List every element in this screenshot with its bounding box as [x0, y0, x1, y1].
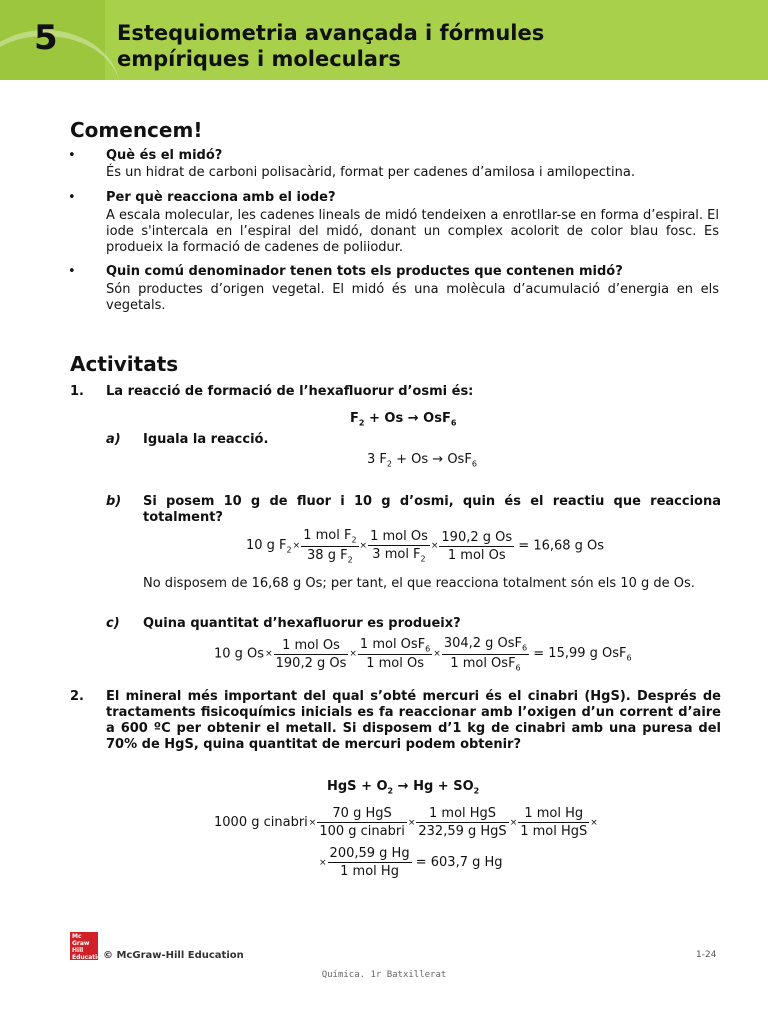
- fraction: [328, 846, 412, 879]
- times-icon: ×: [349, 649, 357, 660]
- subquestion-text: Si posem 10 g de fluor i 10 g d’osmi, quin és el reactiu que reacciona totalment?: [143, 494, 721, 525]
- activity-number: 2.: [70, 689, 84, 704]
- times-icon: ×: [509, 817, 518, 828]
- eq-sub: 6: [450, 418, 457, 428]
- subquestion-text: Iguala la reacció.: [143, 432, 269, 447]
- answer-note: No disposem de 16,68 g Os; per tant, el que reacciona totalment són els 10 g de Os.: [143, 576, 695, 591]
- numerator: [358, 637, 432, 656]
- subquestion-label: c): [106, 616, 120, 631]
- intro-question: Què és el midó?: [106, 148, 223, 163]
- eq-term: OsF: [418, 411, 451, 426]
- eq-term: OsF: [443, 452, 472, 467]
- denominator: [301, 547, 358, 565]
- chapter-title: [117, 20, 544, 72]
- activity-statement: El mineral més important del qual s’obté mercuri és el cinabri (HgS). Després de tractaments fisicoquímics inicials es fa reaccionar amb l’oxigen d’un corrent d’aire a 600 ºC per obtenir el metall. Si disposem d’1 kg de cinabri amb una puresa del 70% de HgS, quina quantitat de mercuri podem obtenir?: [106, 689, 721, 752]
- eq-term: F: [350, 411, 359, 426]
- calculation-2: [214, 806, 599, 839]
- times-icon: ×: [308, 817, 317, 828]
- calc-term: 15,99 g OsF: [548, 645, 627, 661]
- calc-term: 3 mol F: [372, 546, 421, 562]
- fraction: [274, 638, 349, 671]
- denominator: 232,59 g HgS: [418, 824, 507, 839]
- page-number: 1-24: [696, 950, 717, 960]
- calc-term: 1 mol OsF: [359, 636, 426, 652]
- numerator: 1 mol Os: [370, 528, 428, 544]
- calculation-b: [246, 528, 604, 564]
- chapter-number: 5: [34, 18, 58, 58]
- times-icon: ×: [265, 649, 273, 660]
- calc-term: 1 mol F: [303, 528, 352, 543]
- answer-equation: [367, 452, 477, 473]
- activity-statement: La reacció de formació de l’hexafluorur d’osmi és:: [106, 384, 474, 399]
- denominator: 1 mol HgS: [520, 824, 588, 839]
- times-icon: ×: [292, 541, 301, 552]
- subquestion-text: Quina quantitat d’hexafluorur es produeix?: [143, 616, 461, 631]
- denominator: [442, 655, 529, 673]
- fraction: [368, 529, 430, 564]
- chapter-header: [0, 0, 768, 80]
- times-icon: ×: [590, 817, 598, 828]
- equals-sign: =: [411, 855, 431, 870]
- eq-sub: 2: [387, 786, 394, 796]
- intro-question: Quin comú denominador tenen tots els productes que contenen midó?: [106, 264, 623, 279]
- calc-start: 10 g Os: [214, 646, 265, 662]
- activity-number: 1.: [70, 384, 84, 399]
- calculation-2-cont: [318, 846, 503, 879]
- calc-sub: 6: [515, 663, 521, 673]
- arrow-icon: →: [432, 452, 444, 467]
- calc-term: 304,2 g OsF: [443, 636, 523, 651]
- denominator: 1 mol Os: [447, 547, 506, 563]
- calc-sub: 2: [347, 555, 353, 565]
- chapter-title-line1: Estequiometria avançada i fórmules: [117, 21, 545, 45]
- calc-sub: 6: [522, 643, 528, 653]
- intro-item: [68, 148, 723, 182]
- numerator: [442, 636, 529, 655]
- denominator: 100 g cinabri: [319, 824, 405, 839]
- denominator: 190,2 g Os: [275, 655, 347, 671]
- calc-term: 10 g F: [246, 537, 287, 553]
- equals-sign: =: [514, 538, 534, 554]
- eq-sub: 2: [386, 459, 392, 469]
- intro-title: Comencem!: [70, 118, 203, 142]
- times-icon: ×: [433, 649, 441, 660]
- calculation-c: [214, 636, 632, 672]
- eq-term: + Os: [364, 411, 408, 426]
- fraction: [518, 806, 589, 839]
- eq-sub: 2: [473, 786, 480, 796]
- numerator: [301, 528, 358, 547]
- calc-term: 38 g F: [307, 547, 348, 563]
- arrow-icon: →: [397, 779, 409, 794]
- calc-sub: 2: [351, 535, 357, 545]
- intro-question: Per què reacciona amb el iode?: [106, 190, 336, 205]
- bullet-dot: •: [68, 190, 76, 205]
- fraction: [301, 528, 358, 564]
- eq-term: 3 F: [367, 452, 387, 467]
- intro-answer: Són productes d’origen vegetal. El midó és una molècula d’acumulació d’energia en els vegetals.: [106, 282, 719, 313]
- times-icon: ×: [359, 541, 368, 552]
- fraction: [317, 806, 407, 839]
- arrow-icon: →: [407, 411, 419, 426]
- intro-item: [68, 190, 723, 256]
- bullet-dot: •: [68, 148, 76, 163]
- eq-term: Hg + SO: [408, 779, 474, 794]
- fraction: [439, 530, 514, 563]
- subquestion-label: a): [106, 432, 121, 447]
- reaction-equation: [327, 779, 479, 800]
- eq-term: HgS + O: [327, 779, 388, 794]
- numerator: 190,2 g Os: [441, 529, 513, 545]
- eq-sub: 2: [358, 418, 365, 428]
- subquestion-label: b): [106, 494, 122, 509]
- intro-item: [68, 264, 723, 314]
- calc-sub: 2: [286, 545, 292, 555]
- times-icon: ×: [319, 857, 327, 868]
- calc-result: 603,7 g Hg: [430, 855, 503, 870]
- calc-start: 1000 g cinabri: [214, 815, 308, 830]
- activities-title: Activitats: [70, 352, 179, 376]
- denominator: 1 mol Hg: [340, 864, 399, 879]
- equals-sign: =: [529, 646, 549, 662]
- times-icon: ×: [430, 541, 439, 552]
- numerator: 200,59 g Hg: [329, 846, 410, 861]
- numerator: 1 mol Hg: [518, 806, 589, 823]
- calc-sub: 6: [425, 644, 431, 654]
- fraction: [358, 637, 432, 672]
- subject-footer: Química. 1r Batxillerat: [321, 970, 447, 980]
- bullet-dot: •: [68, 264, 76, 279]
- reaction-equation: [350, 411, 456, 432]
- intro-answer: És un hidrat de carboni polisacàrid, format per cadenes d’amilosa i amilopectina.: [106, 165, 635, 180]
- numerator: 70 g HgS: [317, 806, 407, 823]
- denominator: 1 mol Os: [366, 656, 424, 672]
- calc-sub: 6: [626, 653, 632, 663]
- eq-term: + Os: [391, 452, 433, 467]
- publisher-logo: Mc Graw Hill Education: [72, 933, 106, 961]
- calc-term: 1 mol OsF: [450, 655, 516, 671]
- fraction: [416, 806, 508, 839]
- eq-sub: 6: [471, 459, 477, 469]
- calc-result: [548, 646, 631, 661]
- intro-answer: A escala molecular, les cadenes lineals de midó tendeixen a enrotllar-se en forma d’espiral. El iode s'intercala en l’espiral del midó, donant un complex acolorit de color blau fosc. Es produeix la formació de cadenes de poliiodur.: [106, 208, 719, 255]
- chapter-title-line2: empíriques i moleculars: [117, 47, 401, 71]
- times-icon: ×: [407, 817, 416, 828]
- denominator: [368, 546, 430, 564]
- numerator: 1 mol HgS: [416, 806, 508, 823]
- calc-sub: 2: [420, 554, 426, 564]
- calc-result: 16,68 g Os: [533, 538, 605, 554]
- copyright: © McGraw-Hill Education: [103, 950, 244, 961]
- fraction: [442, 636, 529, 672]
- numerator: 1 mol Os: [274, 638, 349, 655]
- calc-start: [246, 538, 292, 553]
